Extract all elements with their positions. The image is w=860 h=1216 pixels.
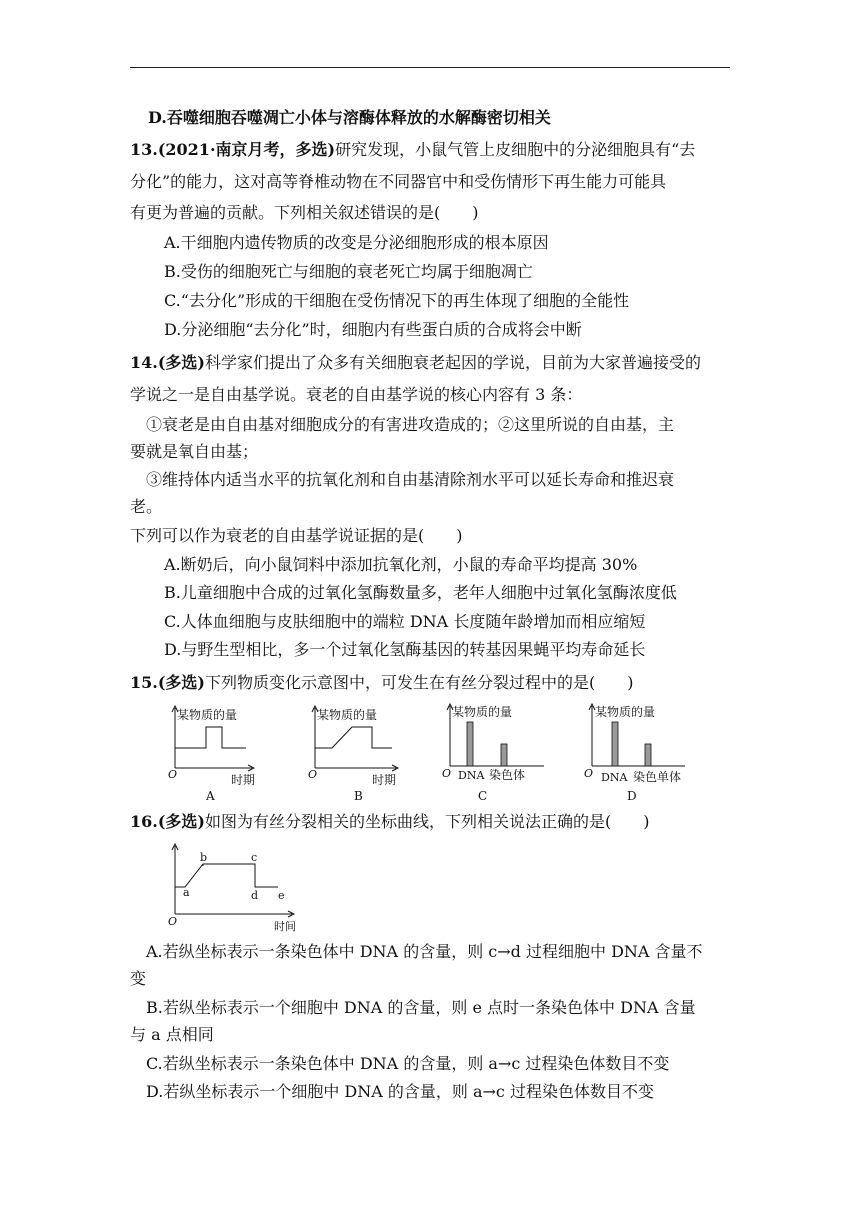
q16-point-a: a: [183, 886, 190, 899]
q14-stem-line3: ①衰老是由自由基对细胞成分的有害进攻造成的；②这里所说的自由基，主: [146, 415, 675, 434]
q15-panel-b: [308, 706, 398, 803]
header-rule: [130, 67, 730, 68]
q15c-origin: O: [442, 767, 452, 780]
q12-option-d: D.吞噬细胞吞噬凋亡小体与溶酶体释放的水解酶密切相关: [148, 108, 551, 127]
q15-panel-d: [584, 704, 685, 803]
q16-point-e: e: [278, 889, 285, 902]
q15d-dna-label: DNA: [601, 771, 628, 784]
q15a-caption: A: [206, 789, 215, 803]
q15b-xlabel: 时期: [372, 773, 397, 787]
q14-option-c: C.人体血细胞与皮肤细胞中的端粒 DNA 长度随年龄增加而相应缩短: [164, 612, 646, 631]
q13-stem-line3: 有更为普遍的贡献。下列相关叙述错误的是( ): [130, 203, 479, 222]
q16-option-c: C.若纵坐标表示一条染色体中 DNA 的含量，则 a→c 过程染色体数目不变: [146, 1054, 670, 1073]
q15d-chromatid-label: 染色单体: [633, 770, 682, 784]
q16-option-a-line2: 变: [130, 969, 147, 988]
q13-option-d: D.分泌细胞“去分化”时，细胞内有些蛋白质的合成将会中断: [164, 320, 582, 339]
q13-stem-line1: 13.(2021·南京月考，多选)研究发现，小鼠气管上皮细胞中的分泌细胞具有“去: [130, 140, 696, 159]
q14-stem-line6: 老。: [130, 497, 163, 516]
q14-stem-line4: 要就是氧自由基；: [130, 442, 259, 461]
q15b-ylabel: 某物质的量: [317, 708, 378, 722]
q16-option-a-line1: A.若纵坐标表示一条染色体中 DNA 的含量，则 c→d 过程细胞中 DNA 含量不: [146, 942, 703, 961]
q15c-caption: C: [478, 789, 488, 803]
q14-stem-line5: ③维持体内适当水平的抗氧化剂和自由基清除剂水平可以延长寿命和推迟衰: [146, 470, 675, 489]
q15c-chromosome-label: 染色体: [489, 768, 526, 782]
q16-figure: [160, 840, 310, 936]
q15a-ylabel: 某物质的量: [177, 708, 238, 722]
q15c-bar-chromosome: [501, 744, 507, 766]
q16-option-b-line1: B.若纵坐标表示一个细胞中 DNA 的含量，则 e 点时一条染色体中 DNA 含量: [146, 998, 696, 1017]
q14-option-b: B.儿童细胞中合成的过氧化氢酶数量多，老年人细胞中过氧化氢酶浓度低: [164, 583, 677, 602]
q15a-xlabel: 时期: [231, 773, 256, 787]
q13-option-a: A.干细胞内遗传物质的改变是分泌细胞形成的根本原因: [164, 233, 549, 252]
q14-option-d: D.与野生型相比，多一个过氧化氢酶基因的转基因果蝇平均寿命延长: [164, 640, 646, 659]
q16-option-b-line2: 与 a 点相同: [130, 1025, 214, 1044]
q15d-bar-chromatid: [645, 744, 651, 766]
q13-stem-line2: 分化”的能力，这对高等脊椎动物在不同器官中和受伤情形下再生能力可能具: [130, 172, 667, 191]
q15d-caption: D: [627, 789, 637, 803]
q15-panel-c: [442, 704, 544, 803]
q16-curve: [175, 864, 278, 887]
q16-origin: O: [168, 915, 178, 928]
q13-option-c: C.“去分化”形成的干细胞在受伤情况下的再生体现了细胞的全能性: [164, 291, 630, 310]
q15d-bar-dna: [612, 722, 618, 766]
q15d-ylabel: 某物质的量: [595, 705, 656, 719]
q15b-caption: B: [354, 789, 363, 803]
q15c-ylabel: 某物质的量: [452, 705, 513, 719]
q16-point-b: b: [200, 851, 208, 864]
q15c-bar-dna: [467, 722, 473, 766]
q14-stem-line7: 下列可以作为衰老的自由基学说证据的是( ): [130, 526, 463, 545]
q15d-origin: O: [584, 767, 594, 780]
q16-point-c: c: [251, 851, 258, 864]
q16-stem: 16.(多选)如图为有丝分裂相关的坐标曲线，下列相关说法正确的是( ): [130, 812, 650, 831]
q14-stem-line2: 学说之一是自由基学说。衰老的自由基学说的核心内容有 3 条：: [130, 385, 583, 404]
q15b-origin: O: [308, 768, 318, 781]
q13-option-b: B.受伤的细胞死亡与细胞的衰老死亡均属于细胞凋亡: [164, 262, 533, 281]
q15-panel-a: [168, 706, 255, 803]
q15-stem: 15.(多选)下列物质变化示意图中，可发生在有丝分裂过程中的是( ): [130, 673, 634, 692]
q16-xlabel: 时间: [274, 920, 296, 933]
q14-stem-line1: 14.(多选)科学家们提出了众多有关细胞衰老起因的学说，目前为大家普遍接受的: [130, 353, 701, 372]
q15c-dna-label: DNA: [458, 769, 485, 782]
q16-point-d: d: [251, 889, 259, 902]
q15-figure: [160, 700, 700, 808]
q15a-origin: O: [168, 768, 178, 781]
q16-option-d: D.若纵坐标表示一个细胞中 DNA 的含量，则 a→c 过程染色体数目不变: [146, 1082, 654, 1101]
q14-option-a: A.断奶后，向小鼠饲料中添加抗氧化剂，小鼠的寿命平均提高 30%: [164, 555, 638, 574]
